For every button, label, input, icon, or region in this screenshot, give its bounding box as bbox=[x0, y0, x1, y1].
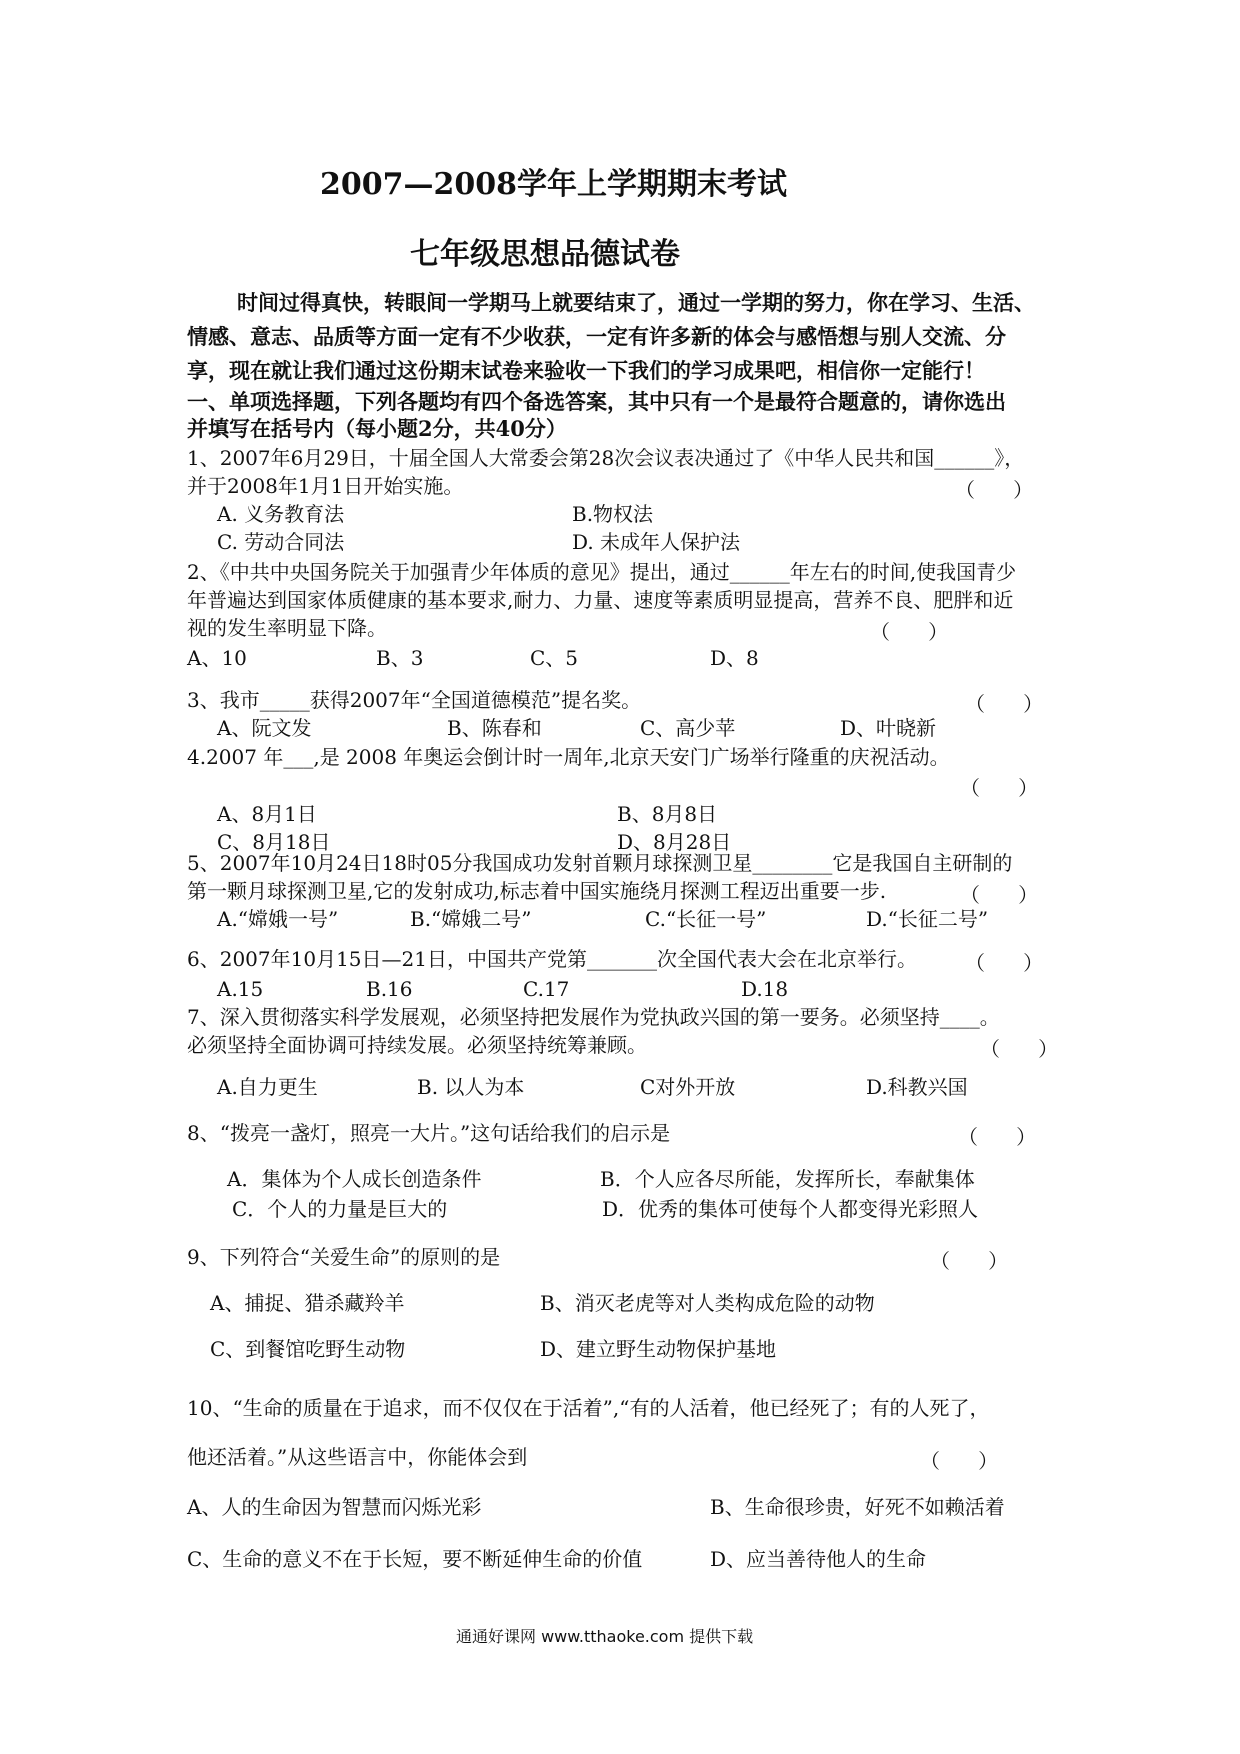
option: C、5 bbox=[530, 646, 579, 670]
answer-paren: （ ） bbox=[965, 951, 1044, 975]
option: A．集体为个人成长创造条件 bbox=[227, 1167, 482, 1191]
option: C．个人的力量是巨大的 bbox=[232, 1197, 448, 1221]
question-line: 9、下列符合“关爱生命”的原则的是 bbox=[187, 1245, 501, 1269]
page-footer: 通通好课网 www.tthaoke.com 提供下载 bbox=[456, 1627, 754, 1646]
intro-line: 时间过得真快，转眼间一学期马上就要结束了，通过一学期的努力，你在学习、生活、 bbox=[237, 290, 1035, 315]
intro-line: 情感、意志、品质等方面一定有不少收获，一定有许多新的体会与感悟想与别人交流、分 bbox=[187, 324, 1006, 349]
question-line: 1、2007年6月29日，十届全国人大常委会第28次会议表决通过了《中华人民共和国______》， bbox=[187, 446, 1025, 470]
question-line: 4.2007 年___,是 2008 年奥运会倒计时一周年,北京天安门广场举行隆重的庆祝活动。 bbox=[187, 745, 950, 769]
option: D、叶晓新 bbox=[840, 716, 937, 740]
question-line: 他还活着。”从这些语言中，你能体会到 bbox=[187, 1445, 528, 1469]
question-line: 6、2007年10月15日—21日，中国共产党第_______次全国代表大会在北京举行。 bbox=[187, 947, 917, 971]
option: C. 劳动合同法 bbox=[217, 530, 345, 554]
answer-paren: （ ） bbox=[870, 620, 949, 644]
option: C.“长征一号” bbox=[645, 907, 767, 931]
option: D、应当善待他人的生命 bbox=[710, 1547, 927, 1571]
answer-paren: （ ） bbox=[955, 478, 1034, 502]
option: C、高少苹 bbox=[640, 716, 736, 740]
answer-paren: （ ） bbox=[958, 1125, 1037, 1149]
option: B.16 bbox=[366, 977, 413, 1001]
option: D、8月28日 bbox=[617, 830, 732, 854]
question-line: 必须坚持全面协调可持续发展。必须坚持统筹兼顾。 bbox=[187, 1033, 647, 1057]
option: C、8月18日 bbox=[217, 830, 331, 854]
question-line: 5、2007年10月24日18时05分我国成功发射首颗月球探测卫星________它是我国自主研制的 bbox=[187, 851, 1013, 875]
option: B、陈春和 bbox=[447, 716, 542, 740]
option: A、10 bbox=[187, 646, 247, 670]
answer-paren: （ ） bbox=[960, 776, 1039, 800]
intro-line: 享，现在就让我们通过这份期末试卷来验收一下我们的学习成果吧，相信你一定能行！ bbox=[187, 358, 985, 383]
option: B、消灭老虎等对人类构成危险的动物 bbox=[540, 1291, 875, 1315]
question-line: 年普遍达到国家体质健康的基本要求,耐力、力量、速度等素质明显提高，营养不良、肥胖和近 bbox=[187, 588, 1014, 612]
option: B、8月8日 bbox=[617, 802, 718, 826]
question-line: 7、深入贯彻落实科学发展观，必须坚持把发展作为党执政兴国的第一要务。必须坚持____。 bbox=[187, 1005, 1000, 1029]
question-line: 第一颗月球探测卫星,它的发射成功,标志着中国实施绕月探测工程迈出重要一步. bbox=[187, 879, 887, 903]
option: B.“嫦娥二号” bbox=[410, 907, 532, 931]
question-line: 并于2008年1月1日开始实施。 bbox=[187, 474, 464, 498]
answer-paren: （ ） bbox=[960, 883, 1039, 907]
question-line: 3、我市_____获得2007年“全国道德模范”提名奖。 bbox=[187, 688, 642, 712]
section-heading: 一、单项选择题，下列各题均有四个备选答案，其中只有一个是最符合题意的，请你选出 bbox=[187, 389, 1006, 414]
answer-paren: （ ） bbox=[965, 692, 1044, 716]
option: B．个人应各尽所能，发挥所长，奉献集体 bbox=[600, 1167, 975, 1191]
answer-paren: （ ） bbox=[920, 1449, 999, 1473]
option: C对外开放 bbox=[640, 1075, 736, 1099]
option: D.18 bbox=[741, 977, 789, 1001]
option: C、生命的意义不在于长短，要不断延伸生命的价值 bbox=[187, 1547, 643, 1571]
option: A.自力更生 bbox=[217, 1075, 318, 1099]
option: D、建立野生动物保护基地 bbox=[540, 1337, 777, 1361]
exam-subtitle: 七年级思想品德试卷 bbox=[410, 237, 680, 272]
section-heading: 并填写在括号内（每小题2分，共40分） bbox=[187, 416, 567, 441]
option: C.17 bbox=[523, 977, 570, 1001]
option: A. 义务教育法 bbox=[217, 502, 345, 526]
option: D. 未成年人保护法 bbox=[572, 530, 741, 554]
answer-paren: （ ） bbox=[930, 1249, 1009, 1273]
question-line: 视的发生率明显下降。 bbox=[187, 616, 387, 640]
option: B、生命很珍贵，好死不如赖活着 bbox=[710, 1495, 1005, 1519]
option: A、人的生命因为智慧而闪烁光彩 bbox=[187, 1495, 482, 1519]
option: A、捕捉、猎杀藏羚羊 bbox=[210, 1291, 405, 1315]
question-line: 2、《中共中央国务院关于加强青少年体质的意见》提出，通过______年左右的时间,使我国青少 bbox=[187, 560, 1017, 584]
option: D、8 bbox=[710, 646, 759, 670]
question-line: 8、“拨亮一盏灯，照亮一大片。”这句话给我们的启示是 bbox=[187, 1121, 671, 1145]
option: D.“长征二号” bbox=[866, 907, 989, 931]
option: D．优秀的集体可使每个人都变得光彩照人 bbox=[602, 1197, 979, 1221]
option: A.15 bbox=[217, 977, 264, 1001]
exam-title: 2007—2008学年上学期期末考试 bbox=[320, 167, 787, 202]
option: B. 以人为本 bbox=[417, 1075, 525, 1099]
option: B.物权法 bbox=[572, 502, 654, 526]
option: A、阮文发 bbox=[217, 716, 312, 740]
option: D.科教兴国 bbox=[866, 1075, 968, 1099]
question-line: 10、“生命的质量在于追求，而不仅仅在于活着”,“有的人活着，他已经死了；有的人死了， bbox=[187, 1396, 990, 1420]
option: A、8月1日 bbox=[217, 802, 317, 826]
option: C、到餐馆吃野生动物 bbox=[210, 1337, 406, 1361]
answer-paren: （ ） bbox=[980, 1037, 1059, 1061]
option: A.“嫦娥一号” bbox=[217, 907, 339, 931]
option: B、3 bbox=[376, 646, 424, 670]
